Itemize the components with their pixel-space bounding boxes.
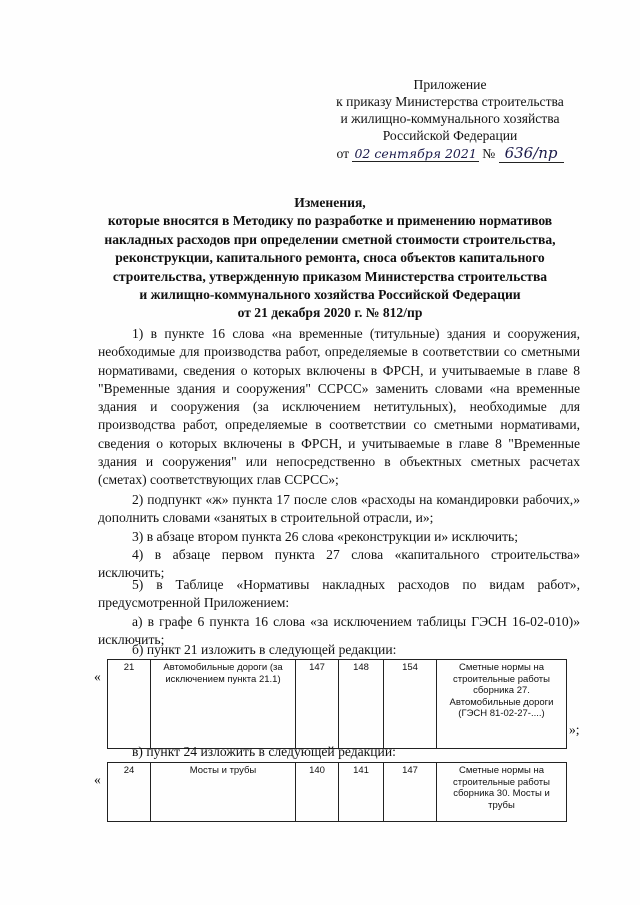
handwritten-date: 02 сентября 2021: [354, 146, 477, 161]
annex-date-number-line: [320, 145, 580, 162]
annex-block: [320, 76, 580, 162]
handwritten-number: 636/пр: [499, 144, 564, 163]
title-line-1: Изменения,: [294, 195, 366, 210]
date-prefix: от: [336, 146, 350, 161]
document-title: [70, 194, 590, 323]
annex-line-4: Российской Федерации: [382, 128, 518, 143]
annex-line-1: Приложение: [413, 77, 487, 92]
title-line-5: строительства, утвержденную приказом Министерства строительства: [112, 268, 548, 284]
table-point-24: [107, 762, 567, 822]
title-line-6: и жилищно-коммунального хозяйства Российской Федерации: [139, 287, 521, 303]
paragraph-3: 3) в абзаце втором пункта 26 слова «реконструкции и» исключить;: [132, 529, 518, 544]
title-line-3: накладных расходов при определении сметной стоимости строительства,: [104, 231, 556, 247]
table2-cell-norms: Сметные нормы на строительные работы сборника 30. Мосты и трубы: [437, 763, 567, 822]
table2-open-quote: «: [94, 772, 101, 787]
paragraph-5: 5) в Таблице «Нормативы накладных расходов по видам работ», предусмотренной Приложением:: [98, 577, 580, 611]
table1-cell-norms: Сметные нормы на строительные работы сборника 27. Автомобильные дороги (ГЭСН 81-02-27-....): [437, 660, 567, 749]
number-prefix: №: [482, 146, 496, 161]
table1-cell-number: 21: [108, 660, 151, 749]
table2-cell-name: Мосты и трубы: [151, 763, 296, 822]
table1-open-quote: «: [94, 669, 101, 684]
table2-cell-value-2: 141: [339, 763, 384, 822]
paragraph-5b: б) пункт 21 изложить в следующей редакции:: [132, 642, 397, 657]
table1-cell-name: Автомобильные дороги (за исключением пункта 21.1): [151, 660, 296, 749]
table1-cell-value-1: 147: [296, 660, 339, 749]
annex-line-2: к приказу Министерства строительства: [336, 94, 564, 109]
title-line-4: реконструкции, капитального ремонта, сноса объектов капитального: [115, 250, 545, 266]
table1-cell-value-2: 148: [339, 660, 384, 749]
paragraph-4: 4) в абзаце первом пункта 27 слова «капитального строительства» исключить;: [98, 547, 580, 581]
annex-line-3: и жилищно-коммунального хозяйства: [340, 111, 560, 126]
title-line-7: от 21 декабря 2020 г. № 812/пр: [237, 305, 423, 321]
table-point-21: [107, 659, 567, 749]
paragraph-5c: в) пункт 24 изложить в следующей редакции:: [132, 744, 396, 759]
title-line-2: которые вносятся в Методику по разработке и применению нормативов: [107, 213, 553, 229]
table2-cell-number: 24: [108, 763, 151, 822]
table2-cell-value-1: 140: [296, 763, 339, 822]
table2-cell-value-3: 147: [384, 763, 437, 822]
table1-cell-value-3: 154: [384, 660, 437, 749]
paragraph-1: 1) в пункте 16 слова «на временные (титульные) здания и сооружения, необходимые для производства работ, определяемые в соответствии со сметными нормативами, сведения о которых включены в ФРСН, и учитываемые в главе 8 "Временные здания и сооружения" ССРСС» заменить словами «на временные здания и сооружения (за исключением нетитульных), необходимые для производства работ, определяемые в соответствии со сметными нормативами, сведения о которых включены в ФРСН, и учитываемые в главе 8 "Временные здания и сооружения" или непосредственно в объектных сметных расчетах (сметах) соответствующих глав ССРСС»;: [98, 326, 580, 488]
table1-close-quote: »;: [569, 722, 580, 737]
paragraph-2: 2) подпункт «ж» пункта 17 после слов «расходы на командировки рабочих,» дополнить словами «занятых в строительной отрасли, и»;: [98, 492, 580, 526]
paragraph-5a: а) в графе 6 пункта 16 слова «за исключением таблицы ГЭСН 16-02-010)» исключить;: [98, 614, 580, 648]
